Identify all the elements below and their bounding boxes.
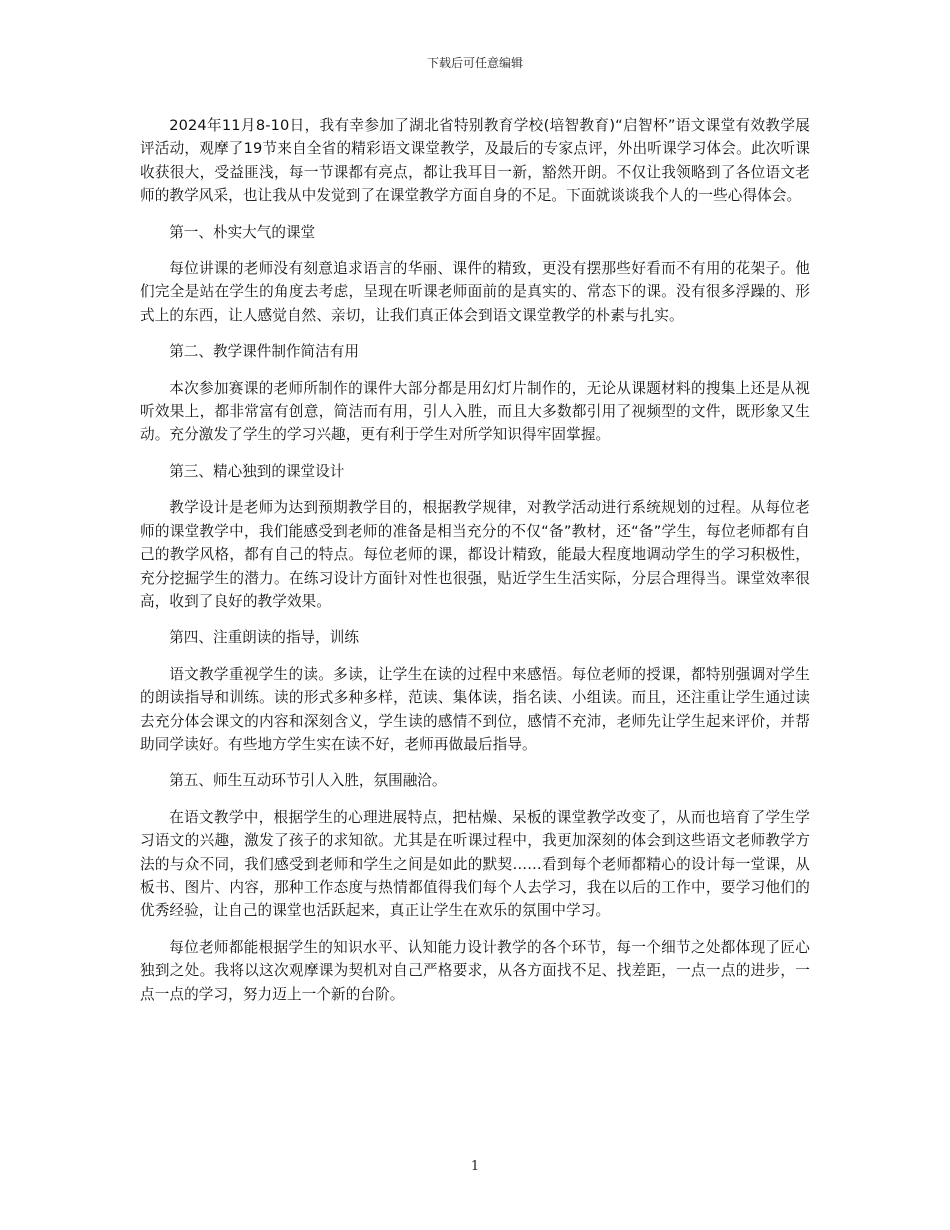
paragraph-conclusion: 每位老师都能根据学生的知识水平、认知能力设计教学的各个环节，每一个细节之处都体现了匠心独到之处。我将以这次观摩课为契机对自己严格要求，从各方面找不足、找差距，一点一点的进步，一点一点的学习，努力迈上一个新的台阶。 (140, 938, 810, 1003)
section-heading-5: 第五、师生互动环节引人入胜，氛围融洽。 (169, 772, 447, 790)
header-note: 下载后可任意编辑 (426, 56, 523, 70)
section-heading-4: 第四、注重朗读的指导，训练 (169, 629, 359, 647)
section-heading-3: 第三、精心独到的课堂设计 (169, 462, 345, 480)
section-heading-1: 第一、朴实大气的课堂 (169, 223, 316, 241)
paragraph-section-2: 本次参加赛课的老师所制作的课件大部分都是用幻灯片制作的，无论从课题材料的搜集上还是从视听效果上，都非常富有创意，简洁而有用，引人入胜，而且大多数都引用了视频型的文件，既形象又生动。充分激发了学生的学习兴趣，更有利于学生对所学知识得牢固掌握。 (140, 379, 810, 444)
section-heading-2: 第二、教学课件制作简洁有用 (169, 343, 359, 361)
paragraph-section-5: 在语文教学中，根据学生的心理进展特点，把枯燥、呆板的课堂教学改变了，从而也培育了学生学习语文的兴趣，激发了孩子的求知欲。尤其是在听课过程中，我更加深刻的体会到这些语文老师教学方法的与众不同，我们感受到老师和学生之间是如此的默契……看到每个老师都精心的设计每一堂课，从板书、图片、内容，那种工作态度与热情都值得我们每个人去学习，我在以后的工作中，要学习他们的优秀经验，让自己的课堂也活跃起来，真正让学生在欢乐的氛围中学习。 (140, 808, 810, 920)
paragraph-section-3: 教学设计是老师为达到预期教学目的，根据教学规律，对教学活动进行系统规划的过程。从每位老师的课堂教学中，我们能感受到老师的准备是相当充分的不仅“备”教材，还“备”学生，每位老师都有自己的教学风格，都有自己的特点。每位老师的课，都设计精致，能最大程度地调动学生的学习积极性，充分挖掘学生的潜力。在练习设计方面针对性也很强，贴近学生生活实际，分层合理得当。课堂效率很高，收到了良好的教学效果。 (140, 499, 810, 610)
page-number: 1 (470, 1159, 480, 1174)
paragraph-section-4: 语文教学重视学生的读。多读，让学生在读的过程中来感悟。每位老师的授课，都特别强调对学生的朗读指导和训练。读的形式多种多样，范读、集体读，指名读、小组读。而且，还注重让学生通过读去充分体会课文的内容和深刻含义，学生读的感情不到位，感情不充沛，老师先让学生起来评价，并帮助同学读好。有些地方学生实在读不好，老师再做最后指导。 (140, 665, 810, 753)
paragraph-intro: 2024年11月8-10日，我有幸参加了湖北省特别教育学校(培智教育)“启智杯”语文课堂有效教学展评活动，观摩了19节来自全省的精彩语文课堂教学，及最后的专家点评，外出听课学习体会。此次听课收获很大，受益匪浅，每一节课都有亮点，都让我耳目一新，豁然开朗。不仅让我领略到了各位语文老师的教学风采，也让我从中发觉到了在课堂教学方面自身的不足。下面就谈谈我个人的一些心得体会。 (140, 117, 810, 205)
paragraph-section-1: 每位讲课的老师没有刻意追求语言的华丽、课件的精致，更没有摆那些好看而不有用的花架子。他们完全是站在学生的角度去考虑，呈现在听课老师面前的是真实的、常态下的课。没有很多浮躁的、形式上的东西，让人感觉自然、亲切，让我们真正体会到语文课堂教学的朴素与扎实。 (140, 260, 810, 324)
document-body (140, 114, 810, 1019)
